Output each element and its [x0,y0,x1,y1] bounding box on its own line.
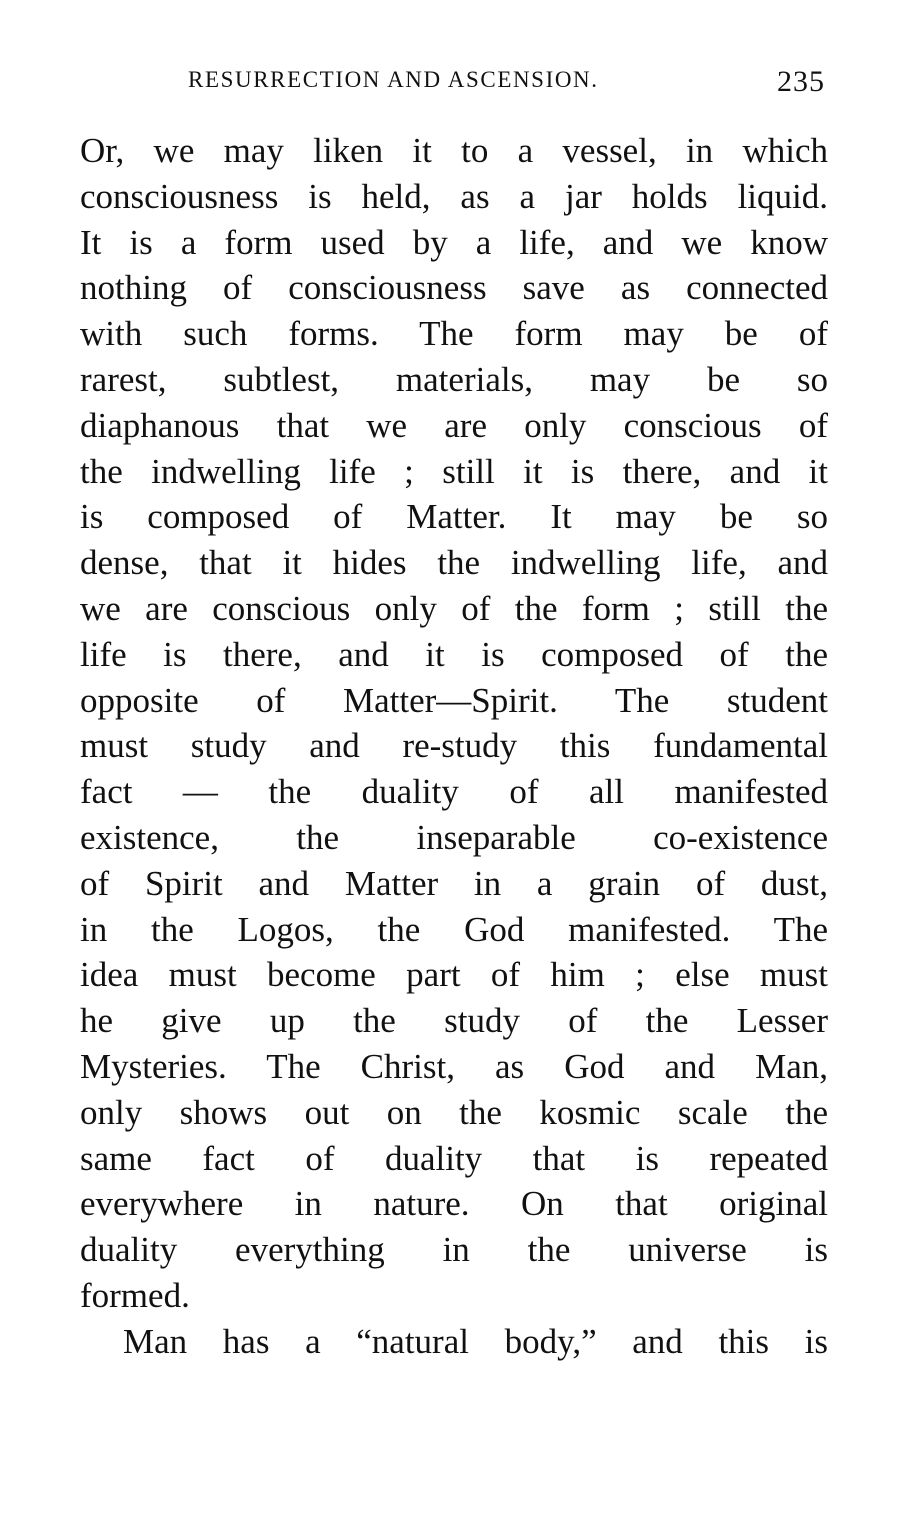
paragraph-1 [80,128,828,1319]
text-line: life is there, and it is composed of the [80,634,828,674]
text-line: the indwelling life ; still it is there, and it [80,451,828,491]
text-line: must study and re-study this fundamental [80,726,828,766]
text-line: duality everything in the universe is [80,1230,828,1270]
text-line: Or, we may liken it to a vessel, in which [80,131,828,170]
running-head [188,62,828,98]
text-line: he give up the study of the Lesser [80,1001,828,1041]
body-text [80,128,828,1365]
text-line: Man has a “natural body,” and this is [123,1321,828,1361]
running-title: RESURRECTION AND ASCENSION. [188,67,599,92]
text-line: existence, the inseparable co-existence [80,817,828,857]
text-line: diaphanous that we are only conscious of [80,405,828,445]
text-line: Mysteries. The Christ, as God and Man, [80,1046,828,1086]
text-line: formed. [80,1275,190,1315]
text-line: opposite of Matter—Spirit. The student [80,680,828,720]
text-line: everywhere in nature. On that original [80,1184,828,1224]
text-line: of Spirit and Matter in a grain of dust, [80,863,828,903]
paragraph-2 [80,1319,828,1365]
text-line: dense, that it hides the indwelling life, and [80,543,828,583]
text-line: It is a form used by a life, and we know [80,222,828,262]
text-line: rarest, subtlest, materials, may be so [80,359,828,399]
text-line: consciousness is held, as a jar holds liquid. [80,176,828,216]
text-line: in the Logos, the God manifested. The [80,909,828,949]
text-line: nothing of consciousness save as connected [80,268,828,308]
text-line: idea must become part of him ; else must [80,955,828,995]
text-line: we are conscious only of the form ; still the [80,588,828,628]
page-number: 235 [777,65,825,98]
text-line: only shows out on the kosmic scale the [80,1092,828,1132]
text-line: is composed of Matter. It may be so [80,497,828,537]
text-line: fact — the duality of all manifested [80,772,828,812]
text-line: with such forms. The form may be of [80,314,828,354]
text-line: same fact of duality that is repeated [80,1138,828,1178]
